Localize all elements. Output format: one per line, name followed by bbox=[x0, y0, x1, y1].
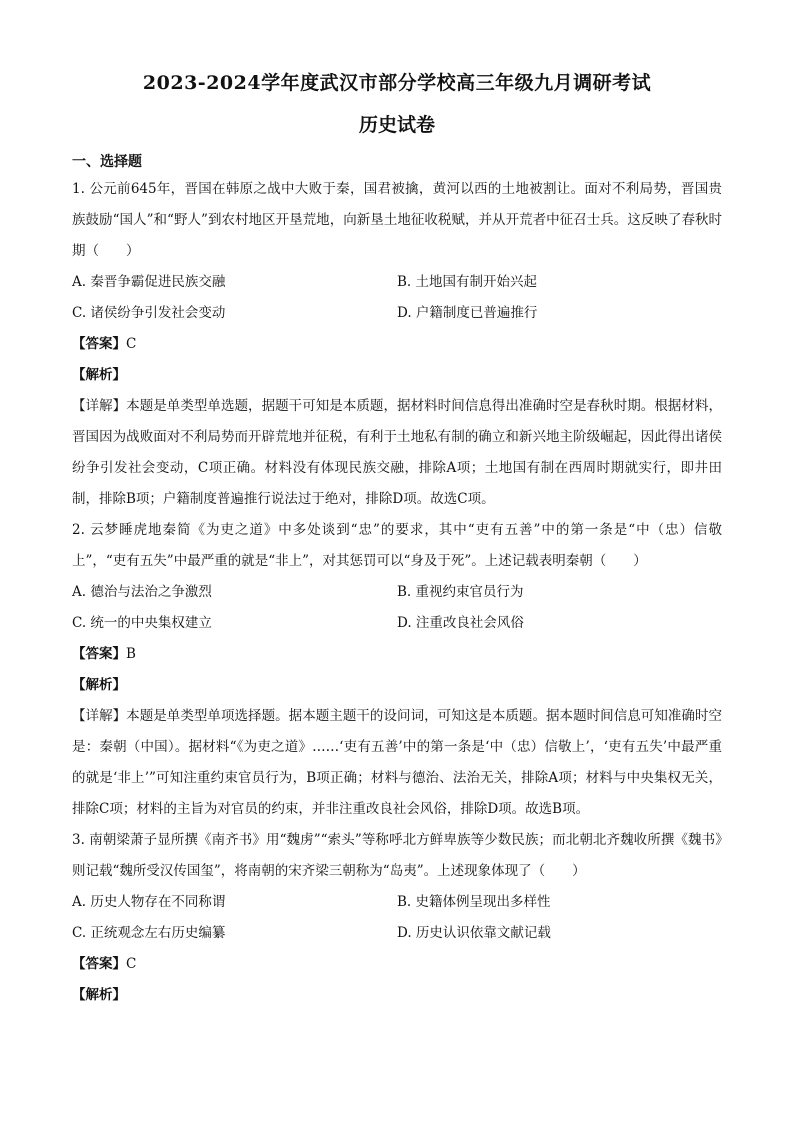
option-a: A. 秦晋争霸促进民族交融 bbox=[72, 274, 226, 290]
question-3 bbox=[72, 825, 722, 1011]
options-row bbox=[72, 267, 722, 298]
answer-label: 【答案】 bbox=[72, 646, 126, 662]
options-row bbox=[72, 298, 722, 329]
option-c: C. 统一的中央集权建立 bbox=[72, 615, 212, 631]
answer-line bbox=[72, 949, 722, 980]
option-d: D. 户籍制度已普遍推行 bbox=[397, 305, 538, 321]
option-a: A. 德治与法治之争激烈 bbox=[72, 584, 212, 600]
answer-line bbox=[72, 329, 722, 360]
option-d: D. 注重改良社会风俗 bbox=[397, 615, 524, 631]
answer-value: B bbox=[126, 646, 136, 662]
option-c: C. 正统观念左右历史编纂 bbox=[72, 925, 226, 941]
detail-text: 【详解】本题是单类型单项选择题。据本题主题干的设问词，可知这是本质题。据本题时间信息可知准确时空是：秦朝（中国）。据材料“《为吏之道》……‘吏有五善’中的第一条是‘中（忠）信敬上’，‘吏有五失’中最严重的就是‘非上’”可知注重约束官员行为，B项正确；材料与德治、法治无关，排除A项；材料与中央集权无关，排除C项；材料的主旨为对官员的约束，并非注重改良社会风俗，排除D项。故选B项。 bbox=[72, 708, 722, 817]
question-stem: 2. 云梦睡虎地秦简《为吏之道》中多处谈到“忠”的要求，其中“吏有五善”中的第一条是“中（忠）信敬上”，“吏有五失”中最严重的就是“非上”，对其惩罚可以“身及于死”。上述记载表明秦朝（ ） bbox=[72, 522, 722, 569]
answer-label: 【答案】 bbox=[72, 336, 126, 352]
answer-label: 【答案】 bbox=[72, 956, 126, 972]
options-row bbox=[72, 918, 722, 949]
analysis-label: 【解析】 bbox=[72, 677, 126, 693]
option-b: B. 史籍体例呈现出多样性 bbox=[397, 894, 551, 910]
answer-value: C bbox=[126, 956, 137, 972]
question-1 bbox=[72, 174, 722, 515]
options-row bbox=[72, 608, 722, 639]
analysis-label: 【解析】 bbox=[72, 367, 126, 383]
exam-page bbox=[72, 68, 722, 1011]
options-row bbox=[72, 887, 722, 918]
options-row bbox=[72, 577, 722, 608]
question-stem: 3. 南朝梁萧子显所撰《南齐书》用“魏虏”“索头”等称呼北方鲜卑族等少数民族；而北朝北齐魏收所撰《魏书》则记载“魏所受汉传国玺”，将南朝的宋齐梁三朝称为“岛夷”。上述现象体现了（ ） bbox=[72, 832, 722, 879]
answer-line bbox=[72, 639, 722, 670]
question-stem: 1. 公元前645年，晋国在韩原之战中大败于秦，国君被擒，黄河以西的土地被割让。面对不利局势，晋国贵族鼓励“国人”和“野人”到农村地区开垦荒地，向新垦土地征收税赋，并从开荒者中征召士兵。这反映了春秋时期（ ） bbox=[72, 181, 722, 259]
option-d: D. 历史认识依靠文献记载 bbox=[397, 925, 551, 941]
exam-title: 2023-2024学年度武汉市部分学校高三年级九月调研考试 bbox=[142, 72, 652, 94]
option-c: C. 诸侯纷争引发社会变动 bbox=[72, 305, 226, 321]
option-b: B. 重视约束官员行为 bbox=[397, 584, 524, 600]
detail-text: 【详解】本题是单类型单选题，据题干可知是本质题，据材料时间信息得出准确时空是春秋时期。根据材料，晋国因为战败面对不利局势而开辟荒地并征税，有利于土地私有制的确立和新兴地主阶级崛起，因此得出诸侯纷争引发社会变动，C项正确。材料没有体现民族交融，排除A项；土地国有制在西周时期就实行，即井田制，排除B项；户籍制度普遍推行说法过于绝对，排除D项。故选C项。 bbox=[72, 398, 722, 507]
option-a: A. 历史人物存在不同称谓 bbox=[72, 894, 226, 910]
answer-value: C bbox=[126, 336, 137, 352]
analysis-label: 【解析】 bbox=[72, 987, 126, 1003]
question-2 bbox=[72, 515, 722, 825]
exam-subtitle: 历史试卷 bbox=[358, 114, 435, 136]
section-heading: 一、选择题 bbox=[72, 154, 142, 170]
option-b: B. 土地国有制开始兴起 bbox=[397, 274, 538, 290]
